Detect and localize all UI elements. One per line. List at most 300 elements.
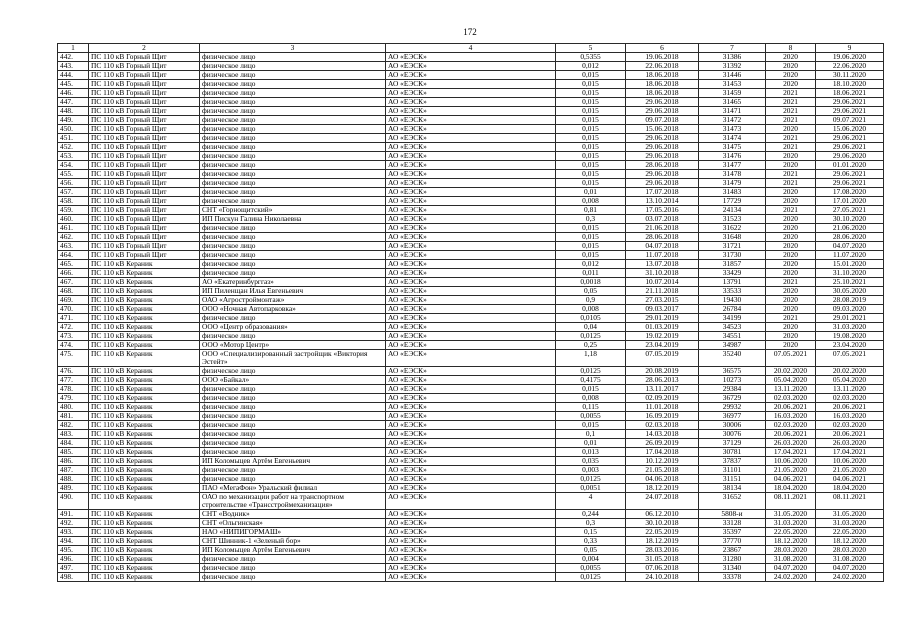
table-row xyxy=(58,385,884,394)
row-number-cell: 493. xyxy=(58,528,89,537)
contract-date-cell: 29.06.2018 xyxy=(626,107,699,116)
term-cell: 2020 xyxy=(766,215,816,224)
term-cell: 2021 xyxy=(766,314,816,323)
applicant-cell: ООО «Мотор Центр» xyxy=(200,341,386,350)
capacity-cell: 4 xyxy=(556,493,626,510)
row-number-cell: 487. xyxy=(58,466,89,475)
due-date-cell: 04.07.2020 xyxy=(816,564,884,573)
due-date-cell: 29.06.2021 xyxy=(816,143,884,152)
capacity-cell: 0,81 xyxy=(556,206,626,215)
grid-company-cell: АО «ЕЭСК» xyxy=(386,62,556,71)
contract-number-cell: 31475 xyxy=(699,143,766,152)
contract-number-cell: 17729 xyxy=(699,197,766,206)
due-date-cell: 08.11.2021 xyxy=(816,493,884,510)
contract-number-cell: 33128 xyxy=(699,519,766,528)
applicant-cell: ОАО по механизации работ на транспортном строительстве «Трансстроймеханизация» xyxy=(200,493,386,510)
capacity-cell: 0,015 xyxy=(556,170,626,179)
capacity-cell: 0,0125 xyxy=(556,367,626,376)
grid-company-cell: АО «ЕЭСК» xyxy=(386,323,556,332)
term-cell: 02.03.2020 xyxy=(766,421,816,430)
contract-date-cell: 28.06.2013 xyxy=(626,376,699,385)
substation-cell: ПС 110 кВ Кераник xyxy=(89,430,200,439)
due-date-cell: 11.07.2020 xyxy=(816,251,884,260)
applicant-cell: физическое лицо xyxy=(200,89,386,98)
due-date-cell: 31.08.2020 xyxy=(816,555,884,564)
capacity-cell: 0,115 xyxy=(556,403,626,412)
table-row xyxy=(58,573,884,582)
applicant-cell: физическое лицо xyxy=(200,555,386,564)
row-number-cell: 495. xyxy=(58,546,89,555)
row-number-cell: 455. xyxy=(58,170,89,179)
capacity-cell: 0,015 xyxy=(556,421,626,430)
capacity-cell: 0,01 xyxy=(556,439,626,448)
term-cell: 2021 xyxy=(766,134,816,143)
table-row xyxy=(58,510,884,519)
term-cell: 02.03.2020 xyxy=(766,394,816,403)
contract-number-cell: 33533 xyxy=(699,287,766,296)
applicant-cell: АО «Екатеринбурггаз» xyxy=(200,278,386,287)
substation-cell: ПС 110 кВ Кераник xyxy=(89,546,200,555)
row-number-cell: 480. xyxy=(58,403,89,412)
row-number-cell: 457. xyxy=(58,188,89,197)
contract-number-cell: 5808-и xyxy=(699,510,766,519)
grid-company-cell: АО «ЕЭСК» xyxy=(386,403,556,412)
row-number-cell: 456. xyxy=(58,179,89,188)
capacity-cell: 0,015 xyxy=(556,143,626,152)
row-number-cell: 465. xyxy=(58,260,89,269)
grid-company-cell: АО «ЕЭСК» xyxy=(386,341,556,350)
contract-number-cell: 37129 xyxy=(699,439,766,448)
substation-cell: ПС 110 кВ Горный Щит xyxy=(89,215,200,224)
contract-number-cell: 31478 xyxy=(699,170,766,179)
row-number-cell: 498. xyxy=(58,573,89,582)
table-row xyxy=(58,188,884,197)
capacity-cell: 0,015 xyxy=(556,152,626,161)
applicant-cell: СНТ Шинник-1 «Зеленый бор» xyxy=(200,537,386,546)
due-date-cell: 05.04.2020 xyxy=(816,376,884,385)
capacity-cell: 0,33 xyxy=(556,537,626,546)
grid-company-cell: АО «ЕЭСК» xyxy=(386,466,556,475)
term-cell: 2020 xyxy=(766,305,816,314)
contract-date-cell: 02.09.2019 xyxy=(626,394,699,403)
column-number-header: 4 xyxy=(386,44,556,53)
grid-company-cell: АО «ЕЭСК» xyxy=(386,537,556,546)
contract-date-cell: 14.03.2018 xyxy=(626,430,699,439)
applicant-cell: физическое лицо xyxy=(200,332,386,341)
term-cell: 2020 xyxy=(766,323,816,332)
row-number-cell: 468. xyxy=(58,287,89,296)
table-row xyxy=(58,206,884,215)
contract-date-cell: 31.10.2018 xyxy=(626,269,699,278)
contract-date-cell: 31.05.2018 xyxy=(626,555,699,564)
row-number-cell: 472. xyxy=(58,323,89,332)
term-cell: 24.02.2020 xyxy=(766,573,816,582)
header-row xyxy=(58,44,884,53)
table-row xyxy=(58,394,884,403)
row-number-cell: 447. xyxy=(58,98,89,107)
grid-company-cell: АО «ЕЭСК» xyxy=(386,394,556,403)
grid-company-cell: АО «ЕЭСК» xyxy=(386,457,556,466)
table-row xyxy=(58,80,884,89)
capacity-cell: 0,0105 xyxy=(556,314,626,323)
due-date-cell: 31.03.2020 xyxy=(816,323,884,332)
term-cell: 2020 xyxy=(766,53,816,62)
capacity-cell: 0,015 xyxy=(556,98,626,107)
contract-date-cell: 13.07.2018 xyxy=(626,260,699,269)
contract-date-cell: 24.10.2018 xyxy=(626,573,699,582)
substation-cell: ПС 110 кВ Кераник xyxy=(89,287,200,296)
table-row xyxy=(58,251,884,260)
due-date-cell: 28.06.2020 xyxy=(816,233,884,242)
capacity-cell: 0,013 xyxy=(556,448,626,457)
substation-cell: ПС 110 кВ Горный Щит xyxy=(89,125,200,134)
due-date-cell: 31.05.2020 xyxy=(816,510,884,519)
capacity-cell: 0,015 xyxy=(556,233,626,242)
term-cell: 2020 xyxy=(766,233,816,242)
contract-date-cell: 06.12.2010 xyxy=(626,510,699,519)
applicant-cell: физическое лицо xyxy=(200,448,386,457)
substation-cell: ПС 110 кВ Горный Щит xyxy=(89,179,200,188)
contract-number-cell: 36977 xyxy=(699,412,766,421)
due-date-cell: 30.10.2020 xyxy=(816,215,884,224)
column-number-header: 2 xyxy=(89,44,200,53)
table-row xyxy=(58,53,884,62)
term-cell: 2020 xyxy=(766,71,816,80)
due-date-cell: 18.04.2020 xyxy=(816,484,884,493)
table-row xyxy=(58,197,884,206)
applicant-cell: физическое лицо xyxy=(200,421,386,430)
grid-company-cell: АО «ЕЭСК» xyxy=(386,161,556,170)
due-date-cell: 18.12.2020 xyxy=(816,537,884,546)
contract-date-cell: 26.09.2019 xyxy=(626,439,699,448)
contract-number-cell: 31471 xyxy=(699,107,766,116)
contract-date-cell: 02.03.2018 xyxy=(626,421,699,430)
column-number-header: 7 xyxy=(699,44,766,53)
contract-number-cell: 26784 xyxy=(699,305,766,314)
applicant-cell: НАО «НИПИГОРМАШ» xyxy=(200,528,386,537)
contract-number-cell: 33378 xyxy=(699,573,766,582)
capacity-cell: 0,0055 xyxy=(556,412,626,421)
substation-cell: ПС 110 кВ Кераник xyxy=(89,484,200,493)
substation-cell: ПС 110 кВ Кераник xyxy=(89,403,200,412)
row-number-cell: 451. xyxy=(58,134,89,143)
contract-number-cell: 29384 xyxy=(699,385,766,394)
term-cell: 31.03.2020 xyxy=(766,519,816,528)
row-number-cell: 452. xyxy=(58,143,89,152)
row-number-cell: 469. xyxy=(58,296,89,305)
contract-number-cell: 29932 xyxy=(699,403,766,412)
contract-number-cell: 31479 xyxy=(699,179,766,188)
contract-date-cell: 01.03.2019 xyxy=(626,323,699,332)
term-cell: 21.05.2020 xyxy=(766,466,816,475)
row-number-cell: 442. xyxy=(58,53,89,62)
table-row xyxy=(58,430,884,439)
due-date-cell: 28.08.2019 xyxy=(816,296,884,305)
row-number-cell: 475. xyxy=(58,350,89,367)
grid-company-cell: АО «ЕЭСК» xyxy=(386,125,556,134)
table-row xyxy=(58,403,884,412)
table-row xyxy=(58,71,884,80)
contract-number-cell: 35240 xyxy=(699,350,766,367)
grid-company-cell: АО «ЕЭСК» xyxy=(386,475,556,484)
capacity-cell: 0,015 xyxy=(556,80,626,89)
contract-number-cell: 24134 xyxy=(699,206,766,215)
grid-company-cell: АО «ЕЭСК» xyxy=(386,53,556,62)
due-date-cell: 09.03.2020 xyxy=(816,305,884,314)
row-number-cell: 484. xyxy=(58,439,89,448)
contract-date-cell: 22.06.2018 xyxy=(626,62,699,71)
applicant-cell: физическое лицо xyxy=(200,430,386,439)
grid-company-cell: АО «ЕЭСК» xyxy=(386,421,556,430)
row-number-cell: 497. xyxy=(58,564,89,573)
applicant-cell: физическое лицо xyxy=(200,242,386,251)
row-number-cell: 454. xyxy=(58,161,89,170)
row-number-cell: 491. xyxy=(58,510,89,519)
table-row xyxy=(58,466,884,475)
row-number-cell: 482. xyxy=(58,421,89,430)
due-date-cell: 29.01.2021 xyxy=(816,314,884,323)
contract-number-cell: 30006 xyxy=(699,421,766,430)
capacity-cell: 0,012 xyxy=(556,62,626,71)
applicant-cell: ООО «Специализированный застройщик «Виктория Эстейт» xyxy=(200,350,386,367)
due-date-cell: 15.06.2020 xyxy=(816,125,884,134)
contract-date-cell: 17.04.2018 xyxy=(626,448,699,457)
grid-company-cell: АО «ЕЭСК» xyxy=(386,206,556,215)
due-date-cell: 30.05.2020 xyxy=(816,287,884,296)
capacity-cell: 0,04 xyxy=(556,323,626,332)
contract-number-cell: 31474 xyxy=(699,134,766,143)
due-date-cell: 22.05.2020 xyxy=(816,528,884,537)
contract-number-cell: 31340 xyxy=(699,564,766,573)
term-cell: 20.06.2021 xyxy=(766,430,816,439)
grid-company-cell: АО «ЕЭСК» xyxy=(386,367,556,376)
term-cell: 08.11.2021 xyxy=(766,493,816,510)
capacity-cell: 0,15 xyxy=(556,528,626,537)
substation-cell: ПС 110 кВ Кераник xyxy=(89,555,200,564)
substation-cell: ПС 110 кВ Кераник xyxy=(89,457,200,466)
contract-date-cell: 04.06.2018 xyxy=(626,475,699,484)
due-date-cell: 02.03.2020 xyxy=(816,421,884,430)
row-number-cell: 467. xyxy=(58,278,89,287)
capacity-cell: 0,9 xyxy=(556,296,626,305)
row-number-cell: 496. xyxy=(58,555,89,564)
contract-date-cell: 13.10.2014 xyxy=(626,197,699,206)
capacity-cell: 0,3 xyxy=(556,215,626,224)
table-row xyxy=(58,89,884,98)
due-date-cell: 23.04.2020 xyxy=(816,341,884,350)
contract-date-cell: 15.06.2018 xyxy=(626,125,699,134)
substation-cell: ПС 110 кВ Кераник xyxy=(89,537,200,546)
contract-number-cell: 31652 xyxy=(699,493,766,510)
row-number-cell: 463. xyxy=(58,242,89,251)
table-row xyxy=(58,170,884,179)
table-row xyxy=(58,161,884,170)
row-number-cell: 492. xyxy=(58,519,89,528)
row-number-cell: 448. xyxy=(58,107,89,116)
grid-company-cell: АО «ЕЭСК» xyxy=(386,197,556,206)
row-number-cell: 445. xyxy=(58,80,89,89)
row-number-cell: 444. xyxy=(58,71,89,80)
substation-cell: ПС 110 кВ Горный Щит xyxy=(89,161,200,170)
table-row xyxy=(58,341,884,350)
contract-number-cell: 35397 xyxy=(699,528,766,537)
contract-date-cell: 21.05.2018 xyxy=(626,466,699,475)
due-date-cell: 19.06.2020 xyxy=(816,53,884,62)
applicant-cell: физическое лицо xyxy=(200,71,386,80)
table-row xyxy=(58,233,884,242)
applicant-cell: физическое лицо xyxy=(200,367,386,376)
contract-number-cell: 19430 xyxy=(699,296,766,305)
capacity-cell: 0,015 xyxy=(556,242,626,251)
row-number-cell: 473. xyxy=(58,332,89,341)
applicant-cell: физическое лицо xyxy=(200,143,386,152)
row-number-cell: 485. xyxy=(58,448,89,457)
capacity-cell: 0,25 xyxy=(556,341,626,350)
applicant-cell: физическое лицо xyxy=(200,385,386,394)
substation-cell: ПС 110 кВ Горный Щит xyxy=(89,188,200,197)
contract-number-cell: 31459 xyxy=(699,89,766,98)
table-row xyxy=(58,62,884,71)
table-row xyxy=(58,224,884,233)
due-date-cell: 07.05.2021 xyxy=(816,350,884,367)
contract-number-cell: 31857 xyxy=(699,260,766,269)
substation-cell: ПС 110 кВ Горный Щит xyxy=(89,62,200,71)
grid-company-cell: АО «ЕЭСК» xyxy=(386,493,556,510)
table-body xyxy=(58,53,884,582)
applicant-cell: ООО «Центр образования» xyxy=(200,323,386,332)
capacity-cell: 0,3 xyxy=(556,519,626,528)
contract-date-cell: 30.10.2018 xyxy=(626,519,699,528)
contract-date-cell: 22.05.2019 xyxy=(626,528,699,537)
contract-date-cell: 16.09.2019 xyxy=(626,412,699,421)
term-cell: 2020 xyxy=(766,152,816,161)
due-date-cell: 04.06.2021 xyxy=(816,475,884,484)
substation-cell: ПС 110 кВ Кераник xyxy=(89,305,200,314)
substation-cell: ПС 110 кВ Кераник xyxy=(89,367,200,376)
contract-date-cell: 21.11.2018 xyxy=(626,287,699,296)
substation-cell: ПС 110 кВ Кераник xyxy=(89,314,200,323)
contract-date-cell: 28.06.2018 xyxy=(626,161,699,170)
due-date-cell: 26.03.2020 xyxy=(816,439,884,448)
term-cell: 07.05.2021 xyxy=(766,350,816,367)
due-date-cell: 29.06.2021 xyxy=(816,179,884,188)
grid-company-cell: АО «ЕЭСК» xyxy=(386,385,556,394)
due-date-cell: 30.11.2020 xyxy=(816,71,884,80)
due-date-cell: 27.05.2021 xyxy=(816,206,884,215)
due-date-cell: 02.03.2020 xyxy=(816,394,884,403)
term-cell: 2020 xyxy=(766,188,816,197)
applicant-cell: физическое лицо xyxy=(200,314,386,323)
term-cell: 2020 xyxy=(766,161,816,170)
page-number: 172 xyxy=(463,27,477,37)
grid-company-cell: АО «ЕЭСК» xyxy=(386,242,556,251)
contract-date-cell: 04.07.2018 xyxy=(626,242,699,251)
capacity-cell: 0,0018 xyxy=(556,278,626,287)
table-row xyxy=(58,448,884,457)
applicant-cell: ОАО «Агростроймонтаж» xyxy=(200,296,386,305)
column-number-header: 5 xyxy=(556,44,626,53)
contract-date-cell: 27.03.2015 xyxy=(626,296,699,305)
contract-number-cell: 31622 xyxy=(699,224,766,233)
due-date-cell: 31.03.2020 xyxy=(816,519,884,528)
grid-company-cell: АО «ЕЭСК» xyxy=(386,179,556,188)
data-table xyxy=(57,43,884,582)
applicant-cell: физическое лицо xyxy=(200,394,386,403)
substation-cell: ПС 110 кВ Кераник xyxy=(89,269,200,278)
substation-cell: ПС 110 кВ Кераник xyxy=(89,421,200,430)
capacity-cell: 0,015 xyxy=(556,134,626,143)
grid-company-cell: АО «ЕЭСК» xyxy=(386,546,556,555)
due-date-cell: 18.10.2020 xyxy=(816,80,884,89)
grid-company-cell: АО «ЕЭСК» xyxy=(386,430,556,439)
due-date-cell: 17.08.2020 xyxy=(816,188,884,197)
grid-company-cell: АО «ЕЭСК» xyxy=(386,80,556,89)
row-number-cell: 490. xyxy=(58,493,89,510)
capacity-cell: 0,011 xyxy=(556,269,626,278)
applicant-cell: физическое лицо xyxy=(200,125,386,134)
table-row xyxy=(58,287,884,296)
grid-company-cell: АО «ЕЭСК» xyxy=(386,412,556,421)
row-number-cell: 464. xyxy=(58,251,89,260)
contract-number-cell: 31721 xyxy=(699,242,766,251)
term-cell: 2021 xyxy=(766,179,816,188)
grid-company-cell: АО «ЕЭСК» xyxy=(386,305,556,314)
grid-company-cell: АО «ЕЭСК» xyxy=(386,188,556,197)
table-row xyxy=(58,564,884,573)
due-date-cell: 20.06.2021 xyxy=(816,403,884,412)
table-row xyxy=(58,475,884,484)
due-date-cell: 24.02.2020 xyxy=(816,573,884,582)
applicant-cell: физическое лицо xyxy=(200,134,386,143)
contract-number-cell: 31280 xyxy=(699,555,766,564)
row-number-cell: 471. xyxy=(58,314,89,323)
due-date-cell: 17.01.2020 xyxy=(816,197,884,206)
capacity-cell: 0,015 xyxy=(556,179,626,188)
contract-date-cell: 18.12.2019 xyxy=(626,484,699,493)
capacity-cell: 0,1 xyxy=(556,430,626,439)
substation-cell: ПС 110 кВ Горный Щит xyxy=(89,233,200,242)
due-date-cell: 29.06.2021 xyxy=(816,98,884,107)
applicant-cell: ИП Коломыцев Артём Евгеньевич xyxy=(200,546,386,555)
column-number-header: 3 xyxy=(200,44,386,53)
capacity-cell: 0,4175 xyxy=(556,376,626,385)
contract-date-cell: 10.07.2014 xyxy=(626,278,699,287)
term-cell: 2020 xyxy=(766,269,816,278)
substation-cell: ПС 110 кВ Кераник xyxy=(89,332,200,341)
substation-cell: ПС 110 кВ Кераник xyxy=(89,385,200,394)
table-row xyxy=(58,179,884,188)
grid-company-cell: АО «ЕЭСК» xyxy=(386,555,556,564)
capacity-cell: 0,5355 xyxy=(556,53,626,62)
table-row xyxy=(58,98,884,107)
substation-cell: ПС 110 кВ Кераник xyxy=(89,341,200,350)
substation-cell: ПС 110 кВ Кераник xyxy=(89,350,200,367)
table-row xyxy=(58,242,884,251)
row-number-cell: 446. xyxy=(58,89,89,98)
applicant-cell: ИП Коломыцев Артём Евгеньевич xyxy=(200,457,386,466)
term-cell: 2021 xyxy=(766,170,816,179)
due-date-cell: 25.10.2021 xyxy=(816,278,884,287)
term-cell: 13.11.2020 xyxy=(766,385,816,394)
substation-cell: ПС 110 кВ Кераник xyxy=(89,412,200,421)
contract-number-cell: 31730 xyxy=(699,251,766,260)
contract-date-cell: 09.07.2018 xyxy=(626,116,699,125)
contract-date-cell: 09.03.2017 xyxy=(626,305,699,314)
applicant-cell: физическое лицо xyxy=(200,161,386,170)
term-cell: 22.05.2020 xyxy=(766,528,816,537)
table-row xyxy=(58,107,884,116)
table-row xyxy=(58,305,884,314)
